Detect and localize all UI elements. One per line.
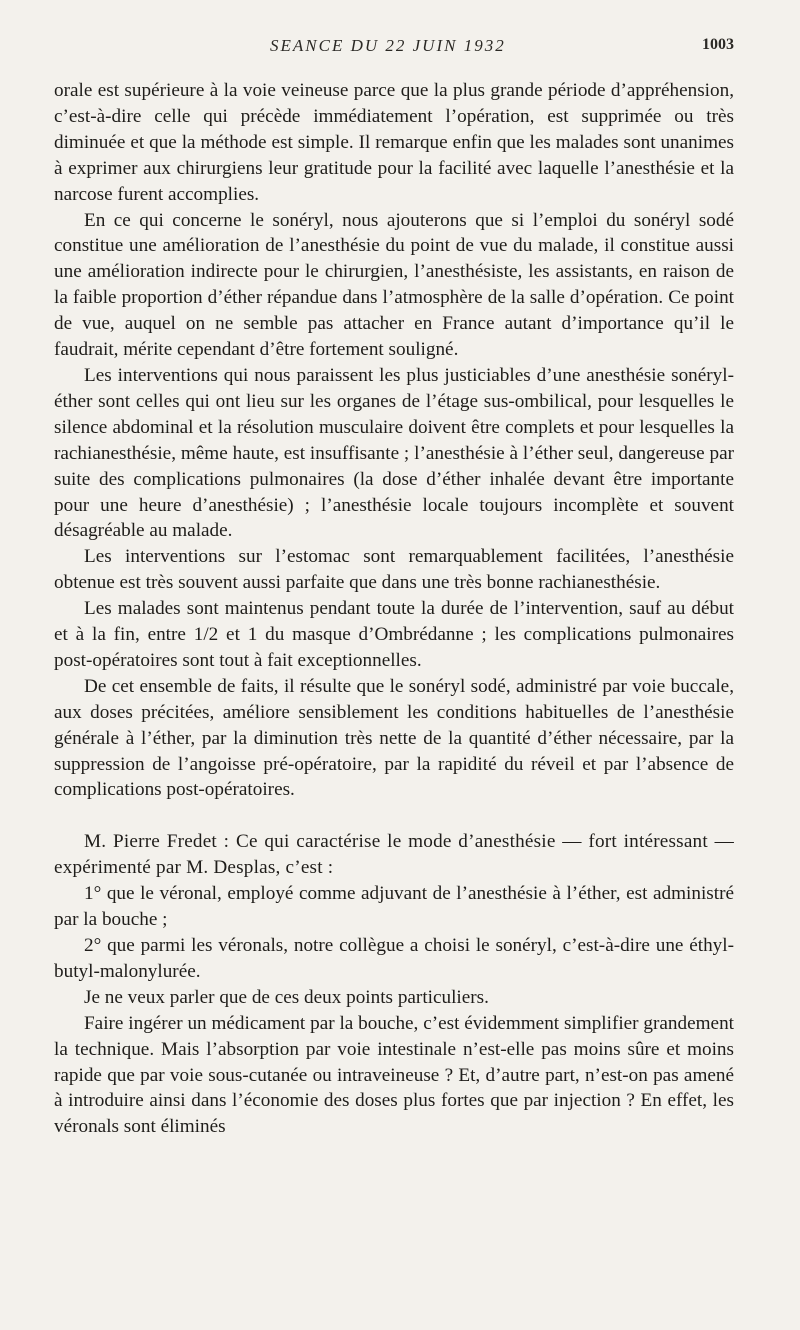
paragraph-6: De cet ensemble de faits, il résulte que le sonéryl sodé, administré par voie buccale, aux doses précitées, améliore sensiblement les conditions habituelles de l’anesthésie générale à l’éther, par la diminution très nette de la quantité d’éther nécessaire, par la suppression de l’angoisse pré-opératoire, par la rapidité du réveil et par l’absence de complications post-opératoires.: [54, 675, 734, 801]
paragraph-8: 1° que le véronal, employé comme adjuvant de l’anesthésie à l’éther, est administré par la bouche ;: [54, 883, 734, 931]
running-header: [0, 36, 800, 60]
running-title: SEANCE DU 22 JUIN 1932: [270, 36, 506, 55]
paragraph-2: En ce qui concerne le sonéryl, nous ajouterons que si l’emploi du sonéryl sodé constitue une amélioration de l’anesthésie du point de vue du malade, il constitue aussi une amélioration indirecte pour le chirurgien, l’anesthésiste, les assistants, en raison de la faible proportion d’éther répandue dans l’atmosphère de la salle d’opération. Ce point de vue, auquel on ne semble pas attacher en France autant d’importance qu’il le faudrait, mérite cependant d’être fortement souligné.: [54, 209, 734, 361]
paragraph-10: Je ne veux parler que de ces deux points particuliers.: [84, 986, 489, 1008]
paragraph-3: Les interventions qui nous paraissent les plus justiciables d’une anesthésie sonéryl-éther sont celles qui ont lieu sur les organes de l’étage sus-ombilical, pour lesquelles le silence abdominal et la résolution musculaire doivent être complets et pour lesquelles la rachianesthésie, même haute, est insuffisante ; l’anesthésie à l’éther seul, dangereuse par suite des complications pulmonaires (la dose d’éther inhalée devant être importante pour une heure d’anesthésie) ; l’anesthésie locale toujours incomplète et souvent désagréable au malade.: [54, 364, 734, 542]
paragraph-5: Les malades sont maintenus pendant toute la durée de l’intervention, sauf au début et à la fin, entre 1/2 et 1 du masque d’Ombrédanne ; les complications pulmonaires post-opératoires sont tout à fait exceptionnelles.: [54, 598, 734, 671]
body-text: [54, 78, 734, 1140]
paragraph-1: orale est supérieure à la voie veineuse parce que la plus grande période d’appréhension, c’est-à-dire celle qui précède immédiatement l’opération, est supprimée ou très diminuée et que la méthode est simple. Il remarque enfin que les malades sont unanimes à exprimer aux chirurgiens leur gratitude pour la facilité avec laquelle l’anesthésie et la narcose furent accomplies.: [54, 80, 734, 205]
paragraph-4: Les interventions sur l’estomac sont remarquablement facilitées, l’anesthésie obtenue est très souvent aussi parfaite que dans une très bonne rachianesthésie.: [54, 546, 734, 594]
paragraph-9: 2° que parmi les véronals, notre collègue a choisi le sonéryl, c’est-à-dire une éthyl-butyl-malonylurée.: [54, 935, 734, 982]
speaker-paragraph: M. Pierre Fredet : Ce qui caractérise le mode d’anesthésie — fort intéressant — expérimenté par M. Desplas, c’est :: [54, 831, 734, 879]
paragraph-11: Faire ingérer un médicament par la bouche, c’est évidemment simplifier grandement la technique. Mais l’absorption par voie intestinale n’est-elle pas moins sûre et moins rapide que par voie sous-cutanée ou intraveineuse ? Et, d’autre part, n’est-on pas amené à introduire ainsi dans l’économie des doses plus fortes que par injection ? En effet, les véronals sont éliminés: [54, 1012, 734, 1138]
page-number: 1003: [702, 36, 734, 53]
